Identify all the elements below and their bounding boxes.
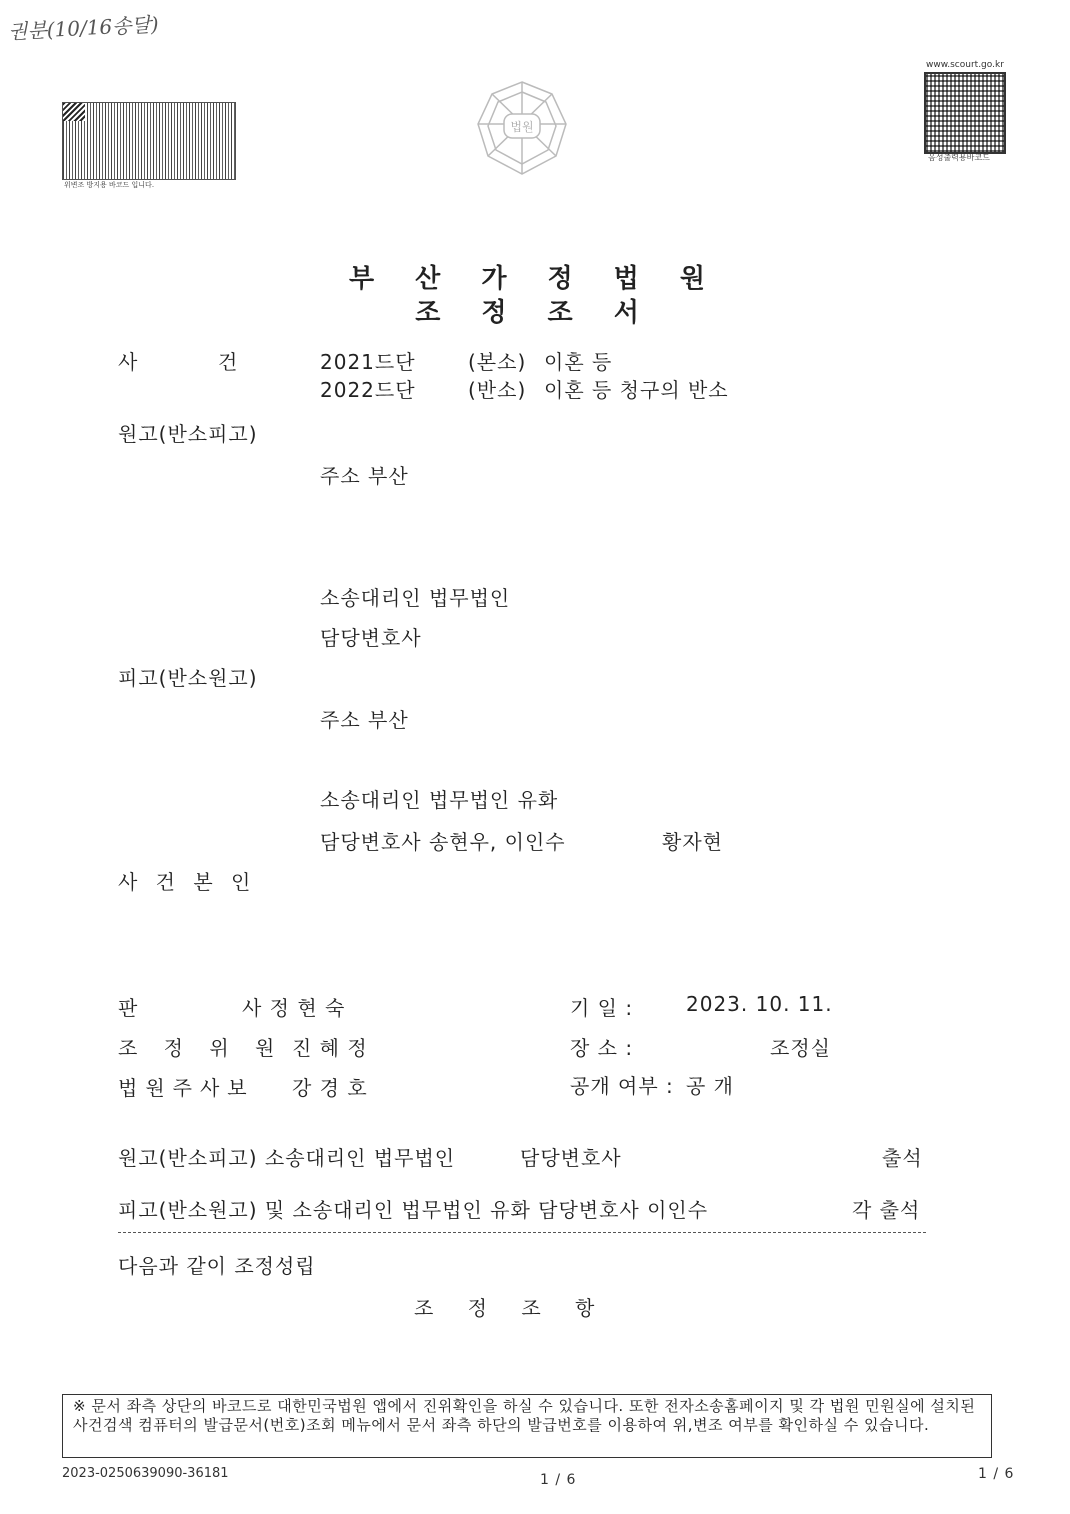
- plaintiff-counsel: 소송대리인 법무법인: [320, 586, 511, 610]
- defendant-counsel: 소송대리인 법무법인 유화: [320, 788, 559, 812]
- court-name: 부 산 가 정 법 원: [349, 264, 721, 294]
- open-label: 공개 여부 :: [570, 1074, 674, 1098]
- date-label: 기 일 :: [570, 996, 634, 1020]
- case-desc-counter: 이혼 등 청구의 반소: [544, 378, 729, 402]
- principal-label: 사 건 본 인: [118, 870, 257, 894]
- mediator-label: 조 정 위 원: [118, 1036, 285, 1060]
- attendance-line-2-status: 각 출석: [852, 1198, 921, 1222]
- plaintiff-attorney: 담당변호사: [320, 626, 422, 650]
- open-value: 공 개: [686, 1074, 734, 1098]
- defendant-attorney: 담당변호사 송현우, 이인수: [320, 830, 566, 854]
- court-seal-icon: [472, 78, 572, 178]
- dashed-divider: [118, 1232, 926, 1233]
- outcome-text: 다음과 같이 조정성립: [118, 1254, 316, 1278]
- case-label-2: 건: [218, 350, 239, 374]
- seal-text: 법원: [510, 120, 534, 134]
- judge-label: 판: [118, 996, 139, 1020]
- clerk-label: 법원주사보: [118, 1076, 255, 1100]
- defendant-address: 주소 부산: [320, 708, 409, 732]
- page-number-right: 1 / 6: [978, 1466, 1015, 1482]
- qr-caption: 음성출력용바코드: [928, 153, 990, 162]
- case-number-counter: 2022드단: [320, 378, 416, 402]
- attendance-line-2: 피고(반소원고) 및 소송대리인 법무법인 유화 담당변호사 이인수: [118, 1198, 709, 1222]
- attendance-line-1-attorney: 담당변호사: [520, 1146, 622, 1170]
- voice-output-barcode: [924, 72, 1006, 154]
- handwritten-note: 권분(10/16송달): [7, 12, 160, 44]
- case-label-1: 사: [118, 350, 139, 374]
- site-url: www.scourt.go.kr: [926, 60, 1004, 70]
- case-type-main: (본소): [468, 350, 527, 374]
- place-value: 조정실: [770, 1036, 831, 1060]
- section-title: 조 정 조 항: [414, 1296, 609, 1320]
- date-value: 2023. 10. 11.: [686, 992, 833, 1016]
- document-title: 조 정 조 서: [415, 298, 655, 328]
- anti-forgery-barcode: [62, 102, 236, 180]
- defendant-label: 피고(반소원고): [118, 666, 258, 690]
- judge-name: 사 정 현 숙: [242, 996, 346, 1020]
- issue-number: 2023-0250639090-36181: [62, 1466, 229, 1481]
- barcode-note: 위변조 방지용 바코드 입니다.: [64, 181, 155, 189]
- attendance-line-1-status: 출석: [882, 1146, 923, 1170]
- plaintiff-address: 주소 부산: [320, 464, 409, 488]
- case-number-main: 2021드단: [320, 350, 416, 374]
- page-number-center: 1 / 6: [540, 1472, 577, 1488]
- place-label: 장 소 :: [570, 1036, 634, 1060]
- verification-notice: ※ 문서 좌측 상단의 바코드로 대한민국법원 앱에서 진위확인을 하실 수 있습니다. 또한 전자소송홈페이지 및 각 법원 민원실에 설치된 사건검색 컴퓨터의 발급문서(번호)조회 메뉴에서 문서 좌측 하단의 발급번호를 이용하여 위,변조 여부를 확인하실 수 있습니다.: [62, 1394, 992, 1458]
- defendant-attorney-extra: 황자현: [662, 830, 723, 854]
- case-type-counter: (반소): [468, 378, 527, 402]
- plaintiff-label: 원고(반소피고): [118, 422, 258, 446]
- case-desc-main: 이혼 등: [544, 350, 613, 374]
- mediator-name: 진 혜 정: [292, 1036, 368, 1060]
- attendance-line-1: 원고(반소피고) 소송대리인 법무법인: [118, 1146, 456, 1170]
- clerk-name: 강 경 호: [292, 1076, 368, 1100]
